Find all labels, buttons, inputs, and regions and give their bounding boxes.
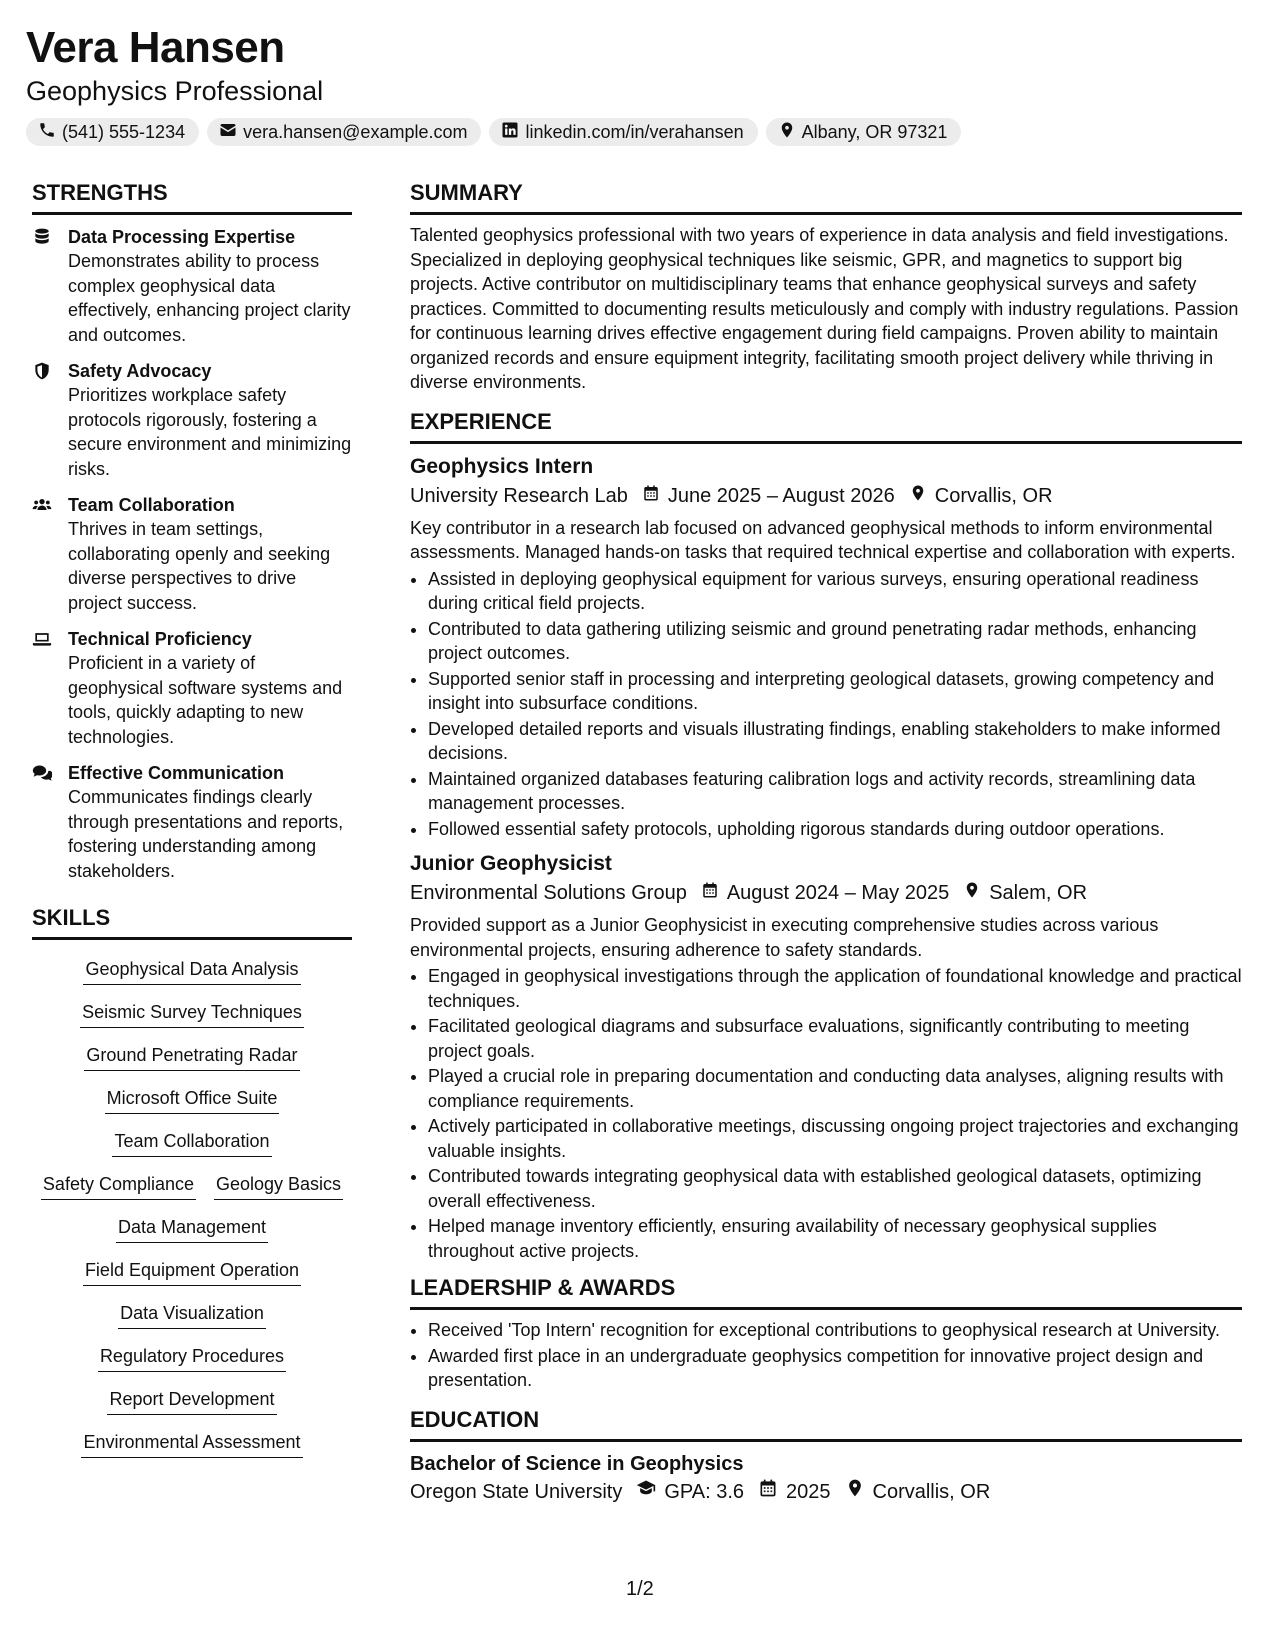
job-dates: June 2025 – August 2026 xyxy=(667,484,895,507)
skill-tag: Data Visualization xyxy=(118,1302,266,1329)
job-location: Corvallis, OR xyxy=(934,484,1053,507)
left-column xyxy=(32,178,352,1458)
experience-heading: EXPERIENCE xyxy=(410,407,1242,444)
strength-item xyxy=(32,493,352,615)
summary-text: Talented geophysics professional with two years of experience in data analysis and field investigations. Specialized in deploying geophysical techniques like seismic, GPR, and magnetics to support big projects. Active contributor on multidisciplinary teams that enhance geophysical surveys and safety practices. Committed to documenting results meticulously and comply with industry regulations. Passion for continuous learning drives effective engagement during field campaigns. Proven ability to maintain organized records and ensure equipment integrity, facilitating smooth project delivery while thriving in diverse environments. xyxy=(410,225,1239,392)
skills-heading: SKILLS xyxy=(32,903,352,940)
resume-header xyxy=(26,22,1245,146)
list-item: • Facilitated geological diagrams and subsurface evaluations, significantly contributing to meeting project goals. xyxy=(428,1014,1242,1063)
education-gpa: GPA: 3.6 xyxy=(664,1480,744,1503)
shield-icon xyxy=(32,359,58,481)
leadership-list xyxy=(410,1318,1242,1393)
list-item: • Contributed towards integrating geophysical data with established geological datasets, optimizing overall effectiveness. xyxy=(428,1164,1242,1213)
skill-tag: Safety Compliance xyxy=(41,1173,196,1200)
linkedin-text: linkedin.com/in/verahansen xyxy=(525,122,744,142)
skill-tag: Field Equipment Operation xyxy=(83,1259,301,1286)
location-text: Albany, OR 97321 xyxy=(801,122,948,142)
education-school: Oregon State University xyxy=(410,1480,623,1503)
skill-tag: Geology Basics xyxy=(214,1173,343,1200)
list-item: • Received 'Top Intern' recognition for exceptional contributions to geophysical research at University. xyxy=(428,1318,1242,1343)
strength-item xyxy=(32,359,352,481)
map-pin-icon xyxy=(895,482,935,510)
phone-icon xyxy=(38,121,56,144)
users-icon xyxy=(32,493,58,615)
phone-text: (541) 555-1234 xyxy=(62,122,186,142)
education-location: Corvallis, OR xyxy=(872,1480,991,1503)
job-location: Salem, OR xyxy=(989,882,1088,904)
job-meta xyxy=(410,482,1242,510)
candidate-name: Vera Hansen xyxy=(26,23,285,72)
graduation-cap-icon xyxy=(622,1478,664,1506)
skill-tag: Environmental Assessment xyxy=(81,1431,302,1458)
list-item: • Followed essential safety protocols, upholding rigorous standards during outdoor operations. xyxy=(428,817,1242,842)
strength-desc: Demonstrates ability to process complex geophysical data effectively, enhancing project clarity and outcomes. xyxy=(68,251,351,345)
education-heading: EDUCATION xyxy=(410,1405,1242,1442)
strength-item xyxy=(32,761,352,883)
leadership-heading: LEADERSHIP & AWARDS xyxy=(410,1273,1242,1310)
job-bullets xyxy=(410,567,1242,842)
contact-location xyxy=(766,118,962,146)
strength-desc: Prioritizes workplace safety protocols rigorously, fostering a secure environment and minimizing risks. xyxy=(68,385,352,479)
strength-item xyxy=(32,225,352,347)
education-year: 2025 xyxy=(786,1480,831,1503)
education-meta xyxy=(410,1478,1242,1506)
contact-bar xyxy=(26,118,1245,146)
job-entry xyxy=(410,849,1242,1263)
envelope-icon xyxy=(219,121,237,144)
education-degree: Bachelor of Science in Geophysics xyxy=(410,1452,744,1475)
strength-desc: Thrives in team settings, collaborating openly and seeking diverse perspectives to drive project success. xyxy=(68,519,331,613)
strength-title: Effective Communication xyxy=(68,763,285,783)
skill-tag: Regulatory Procedures xyxy=(98,1345,286,1372)
job-bullets xyxy=(410,964,1242,1263)
map-pin-icon xyxy=(778,121,796,144)
list-item: • Actively participated in collaborative meetings, discussing ongoing project trajectories and exchanging valuable insights. xyxy=(428,1114,1242,1163)
skill-tag: Seismic Survey Techniques xyxy=(80,1001,304,1028)
list-item: • Engaged in geophysical investigations through the application of foundational knowledge and practical techniques. xyxy=(428,964,1242,1013)
job-description: Provided support as a Junior Geophysicist in executing comprehensive studies across various environmental projects, ensuring adherence to safety standards. xyxy=(410,915,1159,960)
job-org: Environmental Solutions Group xyxy=(410,882,687,904)
database-icon xyxy=(32,225,58,347)
job-title: Junior Geophysicist xyxy=(410,852,612,875)
map-pin-icon xyxy=(831,1478,873,1506)
calendar-icon xyxy=(687,879,727,907)
list-item: • Played a crucial role in preparing documentation and conducting data analyses, aligning results with compliance requirements. xyxy=(428,1064,1242,1113)
page-number: 1/2 xyxy=(626,1578,654,1600)
list-item: • Assisted in deploying geophysical equipment for various surveys, ensuring operational readiness during critical field projects. xyxy=(428,567,1242,616)
list-item: • Maintained organized databases featuring calibration logs and activity records, streamlining data management processes. xyxy=(428,767,1242,816)
candidate-title: Geophysics Professional xyxy=(26,76,324,106)
job-org: University Research Lab xyxy=(410,484,628,507)
skill-tag: Ground Penetrating Radar xyxy=(84,1044,299,1071)
strength-item xyxy=(32,627,352,749)
strengths-heading: STRENGTHS xyxy=(32,178,352,215)
skill-tag: Data Management xyxy=(116,1216,268,1243)
calendar-icon xyxy=(628,482,668,510)
comments-icon xyxy=(32,761,58,883)
job-title: Geophysics Intern xyxy=(410,454,594,478)
contact-email[interactable] xyxy=(207,118,481,146)
contact-linkedin[interactable] xyxy=(489,118,757,146)
strength-title: Technical Proficiency xyxy=(68,629,252,649)
list-item: • Contributed to data gathering utilizing seismic and ground penetrating radar methods, enhancing project outcomes. xyxy=(428,617,1242,666)
skill-tag: Team Collaboration xyxy=(112,1130,271,1157)
summary-heading: SUMMARY xyxy=(410,178,1242,215)
skill-tag: Report Development xyxy=(107,1388,276,1415)
skill-tag: Microsoft Office Suite xyxy=(105,1087,280,1114)
email-text: vera.hansen@example.com xyxy=(243,122,468,142)
strength-desc: Proficient in a variety of geophysical software systems and tools, quickly adapting to new technologies. xyxy=(68,653,343,747)
list-item: • Awarded first place in an undergraduate geophysics competition for innovative project design and presentation. xyxy=(428,1344,1242,1393)
job-dates: August 2024 – May 2025 xyxy=(726,882,950,904)
list-item: • Developed detailed reports and visuals illustrating findings, enabling stakeholders to make informed decisions. xyxy=(428,717,1242,766)
right-column xyxy=(410,178,1242,1506)
skills-list xyxy=(32,940,352,1458)
strength-title: Team Collaboration xyxy=(68,495,235,515)
contact-phone[interactable] xyxy=(26,118,199,146)
map-pin-icon xyxy=(949,879,989,907)
job-entry xyxy=(410,452,1242,842)
list-item: • Supported senior staff in processing and interpreting geological datasets, growing competency and insight into subsurface conditions. xyxy=(428,667,1242,716)
strength-title: Data Processing Expertise xyxy=(68,227,296,247)
job-description: Key contributor in a research lab focused on advanced geophysical methods to inform environmental assessments. Managed hands-on tasks that required technical expertise and collaboration with experts. xyxy=(410,517,1236,562)
list-item: • Helped manage inventory efficiently, ensuring availability of necessary geophysical supplies throughout active projects. xyxy=(428,1214,1242,1263)
strength-title: Safety Advocacy xyxy=(68,361,212,381)
laptop-icon xyxy=(32,627,58,749)
strength-desc: Communicates findings clearly through presentations and reports, fostering understanding among stakeholders. xyxy=(68,787,344,881)
job-meta xyxy=(410,879,1242,907)
skill-tag: Geophysical Data Analysis xyxy=(83,958,300,985)
calendar-icon xyxy=(744,1478,786,1506)
linkedin-icon xyxy=(501,121,519,144)
